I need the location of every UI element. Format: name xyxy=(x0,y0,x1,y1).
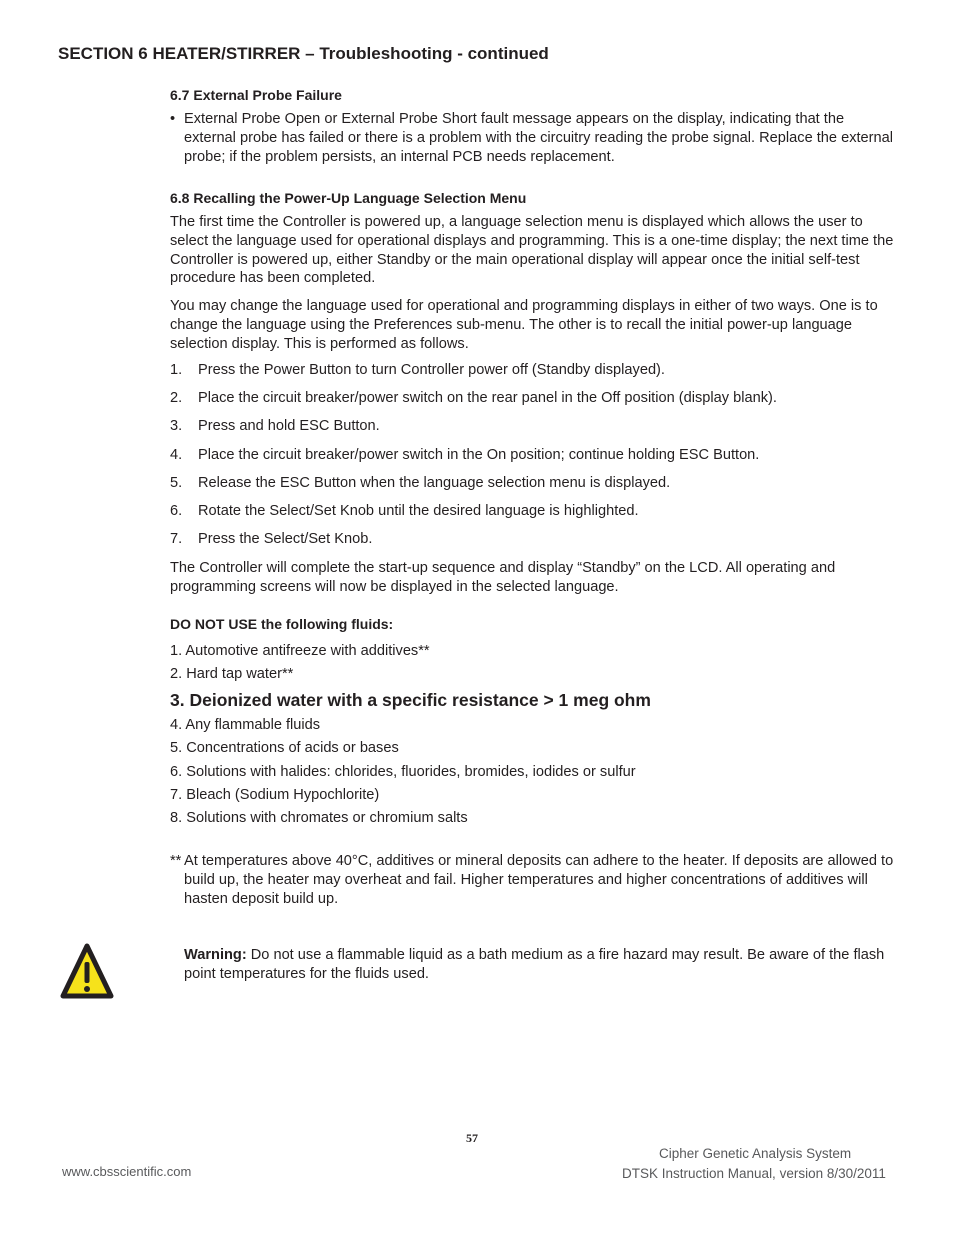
step-number: 6. xyxy=(170,503,183,519)
fluid-item: 6. Solutions with halides: chlorides, fluorides, bromides, iodides or sulfur xyxy=(170,764,636,780)
fluid-item: 5. Concentrations of acids or bases xyxy=(170,740,399,756)
section-title: SECTION 6 HEATER/STIRRER – Troubleshooting - continued xyxy=(58,44,549,63)
footnote-text: At temperatures above 40°C, additives or mineral deposits can adhere to the heater. If deposits are allowed to build up, the heater may overheat and fail. Higher temperatures and higher concentrations of additives will hasten deposit build up. xyxy=(184,853,894,907)
step-item xyxy=(170,503,639,519)
page-number: 57 xyxy=(466,1131,478,1145)
step-text: Press the Select/Set Knob. xyxy=(198,531,373,547)
heading-6-7: 6.7 External Probe Failure xyxy=(170,87,342,103)
bullet-probe-failure xyxy=(170,110,900,166)
fluid-item: 4. Any flammable fluids xyxy=(170,717,321,733)
step-number: 7. xyxy=(170,531,183,547)
step-number: 4. xyxy=(170,447,183,463)
warning-label: Warning: xyxy=(184,947,247,963)
footer-website: www.cbsscientific.com xyxy=(62,1164,192,1179)
fluid-item: 2. Hard tap water** xyxy=(170,666,294,682)
heading-6-8: 6.8 Recalling the Power-Up Language Selection Menu xyxy=(170,190,527,206)
warning-body: Do not use a flammable liquid as a bath medium as a fire hazard may result. Be aware of the flash point temperatures for the fluids used. xyxy=(184,947,885,982)
warning-triangle-icon xyxy=(60,943,114,1000)
fluid-item: 1. Automotive antifreeze with additives** xyxy=(170,643,430,659)
footer-product: Cipher Genetic Analysis System xyxy=(659,1146,852,1161)
footnote-mark: ** xyxy=(170,853,182,869)
step-number: 2. xyxy=(170,390,183,406)
step-number: 1. xyxy=(170,362,183,378)
fluid-item: 7. Bleach (Sodium Hypochlorite) xyxy=(170,787,380,803)
step-number: 5. xyxy=(170,475,183,491)
step-text: Press the Power Button to turn Controller power off (Standby displayed). xyxy=(198,362,665,378)
heading-do-not-use: DO NOT USE the following fluids: xyxy=(170,616,394,632)
step-item xyxy=(170,475,670,491)
fluid-item-emphasis: 3. Deionized water with a specific resistance > 1 meg ohm xyxy=(170,690,651,710)
bullet-dot: • xyxy=(170,111,176,127)
step-text: Place the circuit breaker/power switch in the On position; continue holding ESC Button. xyxy=(198,447,760,463)
bullet-text: External Probe Open or External Probe Short fault message appears on the display, indicating that the external probe has failed or there is a problem with the circuitry reading the probe signal. Replace the external probe; if the problem persists, an internal PCB needs replacement. xyxy=(184,111,894,165)
step-item xyxy=(170,447,759,463)
paragraph-first-power-up: The first time the Controller is powered up, a language selection menu is displayed which allows the user to select the language used for operational displays and programming. This is a one-time display; the next time the Controller is powered up, either Standby or the main operational display will appear once the initial self-test procedure has been completed. xyxy=(170,214,894,287)
step-text: Press and hold ESC Button. xyxy=(198,418,380,434)
step-number: 3. xyxy=(170,418,183,434)
step-text: Place the circuit breaker/power switch on the rear panel in the Off position (display blank). xyxy=(198,390,777,406)
paragraph-change-language: You may change the language used for operational and programming displays in either of two ways. One is to change the language using the Preferences sub-menu. The other is to recall the initial power-up language selection display. This is performed as follows. xyxy=(170,298,878,352)
step-text: Rotate the Select/Set Knob until the desired language is highlighted. xyxy=(198,503,639,519)
fluid-item: 8. Solutions with chromates or chromium salts xyxy=(170,810,468,826)
step-item xyxy=(170,362,665,378)
warning-text xyxy=(184,946,900,984)
step-item xyxy=(170,531,372,547)
step-text: Release the ESC Button when the language selection menu is displayed. xyxy=(198,475,671,491)
step-item xyxy=(170,418,380,434)
paragraph-start-up: The Controller will complete the start-up sequence and display “Standby” on the LCD. All operating and programming screens will now be displayed in the selected language. xyxy=(170,560,836,595)
step-item xyxy=(170,390,777,406)
footer-manual: DTSK Instruction Manual, version 8/30/2011 xyxy=(622,1166,886,1181)
footnote-deposits xyxy=(170,852,900,908)
